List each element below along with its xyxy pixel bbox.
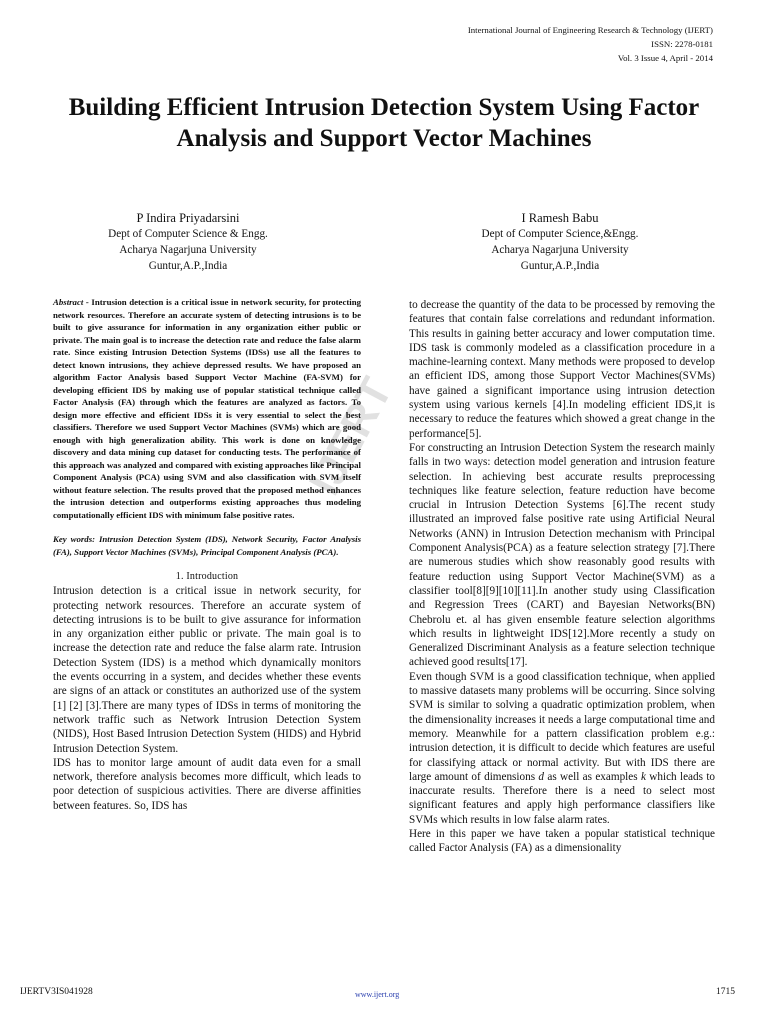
author-name: P Indira Priyadarsini: [136, 211, 240, 225]
page-number: 1715: [716, 987, 735, 997]
paragraph: Here in this paper we have taken a popular statistical technique called Factor Analysis (FA) as a dimensionality: [409, 827, 715, 855]
author-block-1: [48, 210, 328, 274]
paragraph: to decrease the quantity of the data to be processed by removing the features that contain false correlations and redundant information. This results in gaining better accuracy and lower computation time. IDS task is commonly modeled as a classification procedure in a machine-learning context. Many methods were proposed to develop an efficient IDS, among those Support Vector Machines(SVMs) have gained a significant importance using intrusion detection system using various kernels [4].In modeling efficient IDS,it is necessary to reduce the features which showed a great change in the performance[5].: [409, 299, 715, 440]
keywords: Key words: Intrusion Detection System (IDS), Network Security, Factor Analysis (FA), Support Vector Machines (SVMs), Principal Component Analysis (PCA).: [53, 534, 361, 557]
author-university: Acharya Nagarjuna University: [491, 244, 629, 256]
author-location: Guntur,A.P.,India: [520, 260, 600, 272]
variable-d: d: [538, 770, 545, 783]
author-location: Guntur,A.P.,India: [148, 260, 228, 272]
right-column: [409, 298, 715, 856]
author-block-2: [420, 210, 700, 274]
author-dept: Dept of Computer Science & Engg.: [108, 228, 268, 240]
journal-name: International Journal of Engineering Research & Technology (IJERT): [467, 25, 713, 35]
ijert-watermark: IJERT: [300, 369, 402, 504]
abstract-text: Intrusion detection is a critical issue in network security, for protecting network resources. Therefore an accurate system of detecting intrusions is to be built to give assurance for information in any organization either public or private. The main goal is to increase the detection rate and reduce the false alarm rate. Since existing Intrusion Detection Systems (IDSs) use all the features to detect known intrusions, they achieve depressed results. We have proposed an algorithm Factor Analysis based Support Vector Machine (FA-SVM) for developing efficient IDS by making use of popular statistical technique called Factor Analysis (FA) through which the features are analyzed as factors. To design more effective and efficient IDSs it is very essential to select the best classifiers. Therefore we used Support Vector Machines (SVMs) which are good enough with high generalization ability. This work is done on knowledge discovery and data mining cup dataset for conducting tests. The performance of this approach was analyzed and compared with existing approaches like Principal Component Analysis (PCA) using SVM and also classification with SVM itself without feature selection. The results proved that the proposed method enhances the intrusion detection and outperforms existing approaches thus modeling computationally efficient IDS with minimum false positive rates.: [53, 297, 362, 520]
text-segment: as well as examples: [547, 770, 638, 783]
section-heading: 1. Introduction: [175, 571, 239, 582]
author-name: I Ramesh Babu: [521, 211, 599, 225]
variable-k: k: [640, 770, 646, 783]
abstract-label: Abstract -: [53, 297, 89, 307]
volume-issue: Vol. 3 Issue 4, April - 2014: [617, 53, 713, 63]
intro-paragraph-2: IDS has to monitor large amount of audit data even for a small network, therefore analysis becomes more difficult, which leads to poor detection of suspicious activities. There are diverse affinities between features. So, IDS has: [53, 756, 361, 812]
paragraph: For constructing an Intrusion Detection System the research mainly falls in two ways: detection model generation and intrusion feature selection. In achieving best accurate results preprocessing techniques like feature selection, feature reduction have become crucial in Intrusion Detection Systems [6].The recent study illustrated an improved false positive rate using Artificial Neural Networks (ANN) in Intrusion Detection mechanism with Principal Component Analysis(PCA) as a feature selection strategy [7].There are numerous studies which show reasonably good results with feature reduction using Support Vector Machine(SVM) as a classifier tool[8][9][10][11].In another study using Classification and Regression Trees (CART) and Bayesian Networks(BN) Chebrolu et. al has given ensemble feature selection algorithms which results in lightweight IDS[12].More recently a study on Generalized Discriminant Analysis as a feature selection technique achieved good results[17].: [409, 441, 715, 669]
text-segment: which leads to inaccurate results. Therefore there is a need to select most significant features and apply high performance classifiers like SVMs which results in low false alarm rates.: [409, 770, 716, 826]
paper-id: IJERTV3IS041928: [20, 987, 93, 997]
text-segment: Even though SVM is a good classification technique, when applied to massive datasets many problems will be occurring. Since solving SVM is similar to solving a quadratic optimization problem, when the dimensionality increases it needs a large computational time and memory. Meanwhile for a pattern classification problem e.g.: intrusion detection, it is difficult to decide which features are useful for classifying attack or normal activity. But with IDS there are large amount of dimensions: [409, 670, 715, 783]
issn: ISSN: 2278-0181: [651, 39, 713, 49]
paper-title: Building Efficient Intrusion Detection System Using Factor Analysis and Support Vector Machines: [68, 94, 700, 152]
author-university: Acharya Nagarjuna University: [119, 244, 257, 256]
left-column: [53, 296, 361, 813]
intro-paragraph-1: Intrusion detection is a critical issue in network security, for protecting network resources. Therefore an accurate system of detecting intrusions is to be built to give assurance for information in any organization either public or private. The main goal is to increase the detection rate and reduce the false alarm rate. Intrusion Detection System (IDS) is a method which dynamically monitors the events occurring in a system, and decides whether these events are signs of an attack or constitutes an authorized use of the system [1] [2] [3].There are many types of IDSs in terms of monitoring the network traffic such as Network Intrusion Detection System (NIDS), Host Based Intrusion Detection System (HIDS) and Hybrid Intrusion Detection System.: [53, 585, 361, 755]
journal-url[interactable]: www.ijert.org: [355, 990, 400, 999]
abstract: [53, 296, 361, 521]
author-dept: Dept of Computer Science,&Engg.: [481, 228, 639, 240]
paragraph: [409, 670, 715, 827]
